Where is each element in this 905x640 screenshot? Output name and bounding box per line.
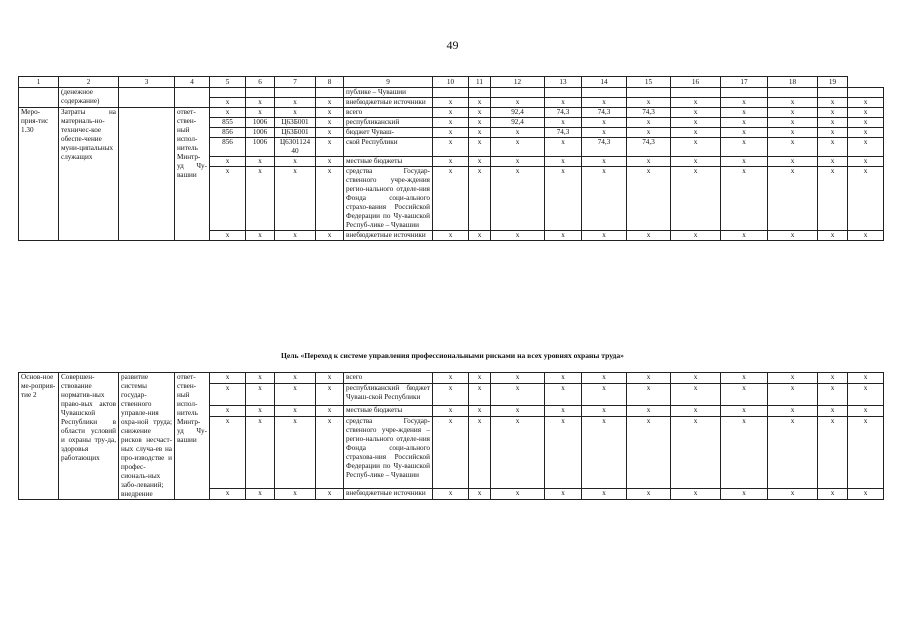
table-cell: развитие системы государ-ственного управле-ния охра-ной труда; снижение рисков несчаст-ных случа-ев на про-изводстве и профес-сиональ-ных забо-леваний; внедрение bbox=[119, 373, 175, 500]
table-cell: местные бюджеты bbox=[344, 405, 433, 416]
table-cell: 19 bbox=[818, 77, 848, 88]
table-cell: x bbox=[818, 98, 848, 108]
table-cell: x bbox=[768, 384, 818, 405]
table-cell: x bbox=[671, 98, 721, 108]
table-cell: x bbox=[246, 157, 275, 167]
table-cell bbox=[469, 88, 491, 98]
table-cell: бюджет Чуваш- bbox=[344, 128, 433, 138]
column-header-row bbox=[19, 77, 884, 88]
table-cell: x bbox=[545, 118, 582, 128]
table-cell: 13 bbox=[545, 77, 582, 88]
table-cell: x bbox=[582, 128, 627, 138]
table-cell: x bbox=[246, 98, 275, 108]
table-cell: 1006 bbox=[246, 128, 275, 138]
table-cell: 16 bbox=[671, 77, 721, 88]
table-cell: x bbox=[469, 157, 491, 167]
table-cell: x bbox=[848, 167, 884, 231]
table-cell: x bbox=[246, 108, 275, 118]
table-cell: x bbox=[848, 373, 884, 384]
table-cell: x bbox=[545, 167, 582, 231]
table-cell bbox=[316, 88, 344, 98]
table-cell: всего bbox=[344, 373, 433, 384]
table-cell: x bbox=[469, 231, 491, 241]
table-row bbox=[19, 88, 884, 98]
table-cell: x bbox=[316, 373, 344, 384]
table-cell: x bbox=[275, 384, 316, 405]
table-cell: 12 bbox=[491, 77, 545, 88]
table-cell: x bbox=[246, 167, 275, 231]
table-cell: 5 bbox=[210, 77, 246, 88]
table-cell: x bbox=[210, 488, 246, 499]
table-cell: x bbox=[210, 231, 246, 241]
table-cell: x bbox=[433, 231, 469, 241]
table-cell: x bbox=[818, 384, 848, 405]
table-cell: республиканский бюджет Чуваш-ской Республики bbox=[344, 384, 433, 405]
table-cell: внебюджетные источники bbox=[344, 231, 433, 241]
table-cell: x bbox=[433, 167, 469, 231]
table-cell: x bbox=[316, 98, 344, 108]
table-cell: x bbox=[582, 157, 627, 167]
table-cell bbox=[175, 88, 210, 108]
table-cell: x bbox=[848, 108, 884, 118]
table-cell: x bbox=[768, 98, 818, 108]
table-cell: x bbox=[627, 384, 671, 405]
table-cell: x bbox=[768, 157, 818, 167]
table-cell: x bbox=[768, 167, 818, 231]
table-cell: x bbox=[469, 108, 491, 118]
table-cell: публике – Чувашии bbox=[344, 88, 433, 98]
table-cell: x bbox=[246, 405, 275, 416]
table-cell: x bbox=[469, 118, 491, 128]
page-number: 49 bbox=[446, 38, 459, 52]
table-cell: x bbox=[275, 416, 316, 488]
table-cell: x bbox=[316, 231, 344, 241]
table-cell: x bbox=[721, 384, 768, 405]
table-cell: 74,3 bbox=[627, 138, 671, 157]
table-cell: x bbox=[316, 118, 344, 128]
table-cell: x bbox=[210, 373, 246, 384]
table-cell: республиканский bbox=[344, 118, 433, 128]
table-cell: x bbox=[671, 416, 721, 488]
table-cell: x bbox=[469, 98, 491, 108]
table-cell: x bbox=[433, 488, 469, 499]
table-cell: x bbox=[582, 167, 627, 231]
table-cell: x bbox=[768, 108, 818, 118]
table-cell: x bbox=[721, 98, 768, 108]
table-cell: всего bbox=[344, 108, 433, 118]
table-cell: x bbox=[768, 405, 818, 416]
table-cell: Совершен-ствование норматив-ных право-вых актов Чувашской Республики в области условий и охраны тру-да, здоровья работающих bbox=[59, 373, 119, 500]
table-cell bbox=[582, 88, 627, 98]
table-cell: x bbox=[275, 108, 316, 118]
table-cell: Затраты на материаль-но-техничес-кое обеспе-чение муни-ципальных служащих bbox=[59, 108, 119, 241]
table-cell: x bbox=[491, 167, 545, 231]
table-cell: 3 bbox=[119, 77, 175, 88]
table-cell: x bbox=[433, 98, 469, 108]
table-cell: x bbox=[246, 488, 275, 499]
table-cell bbox=[818, 88, 848, 98]
table-cell: x bbox=[469, 167, 491, 231]
table-cell: x bbox=[721, 128, 768, 138]
table-cell: x bbox=[768, 373, 818, 384]
table-cell: x bbox=[210, 157, 246, 167]
table-cell: x bbox=[545, 231, 582, 241]
table-cell: x bbox=[246, 416, 275, 488]
table-cell: x bbox=[582, 488, 627, 499]
table-cell: x bbox=[210, 405, 246, 416]
table-cell: x bbox=[582, 405, 627, 416]
table-cell: x bbox=[433, 128, 469, 138]
table-cell: x bbox=[491, 405, 545, 416]
table-cell: x bbox=[316, 384, 344, 405]
table-cell: 14 bbox=[582, 77, 627, 88]
table-cell: x bbox=[433, 416, 469, 488]
table-cell: 10 bbox=[433, 77, 469, 88]
table-cell: x bbox=[627, 488, 671, 499]
goal-heading: Цель «Переход к системе управления профессиональными рисками на всех уровнях охраны труда» bbox=[281, 351, 624, 360]
table-cell: x bbox=[275, 405, 316, 416]
table-cell: x bbox=[627, 157, 671, 167]
table-cell: x bbox=[671, 384, 721, 405]
table-cell: x bbox=[275, 167, 316, 231]
table-cell: x bbox=[721, 405, 768, 416]
table-cell: 2 bbox=[59, 77, 119, 88]
table-cell: x bbox=[545, 373, 582, 384]
table-cell: x bbox=[818, 167, 848, 231]
table-cell: 92,4 bbox=[491, 108, 545, 118]
table-cell: x bbox=[582, 231, 627, 241]
table-cell: x bbox=[210, 108, 246, 118]
table-cell: x bbox=[848, 138, 884, 157]
table-cell: x bbox=[275, 488, 316, 499]
table-cell: x bbox=[469, 373, 491, 384]
table-cell: x bbox=[627, 128, 671, 138]
table-cell: x bbox=[627, 416, 671, 488]
table-cell: x bbox=[721, 373, 768, 384]
table-cell: x bbox=[721, 157, 768, 167]
table-cell: x bbox=[848, 231, 884, 241]
table-cell: 1006 bbox=[246, 138, 275, 157]
table-cell: x bbox=[671, 373, 721, 384]
table-cell: x bbox=[316, 488, 344, 499]
table-cell: x bbox=[671, 157, 721, 167]
table-cell: x bbox=[818, 405, 848, 416]
table-row bbox=[19, 373, 884, 384]
table-cell: x bbox=[671, 405, 721, 416]
table-cell: x bbox=[316, 128, 344, 138]
table-cell: x bbox=[582, 98, 627, 108]
table-cell: 92,4 bbox=[491, 118, 545, 128]
table-cell: ской Республики bbox=[344, 138, 433, 157]
table-cell bbox=[721, 88, 768, 98]
table-cell: 6 bbox=[246, 77, 275, 88]
table-cell: 74,3 bbox=[545, 128, 582, 138]
table-cell: x bbox=[721, 138, 768, 157]
table-cell: x bbox=[469, 488, 491, 499]
table-cell: x bbox=[491, 138, 545, 157]
table-cell: 15 bbox=[627, 77, 671, 88]
table-cell: x bbox=[316, 167, 344, 231]
table-cell: внебюджетные источники bbox=[344, 488, 433, 499]
table-cell bbox=[671, 88, 721, 98]
table-cell: x bbox=[818, 416, 848, 488]
table-cell: x bbox=[491, 384, 545, 405]
table-cell: Ц6301124 40 bbox=[275, 138, 316, 157]
table-cell bbox=[119, 88, 175, 108]
table-cell: x bbox=[818, 138, 848, 157]
table-cell: 856 bbox=[210, 138, 246, 157]
budget-table-part1 bbox=[18, 76, 884, 241]
table-cell: средства Государ-ственного учре-ждения – регио-нального отделе-ния Фонда соци-ального страхова-ния Российской Федерации по Чу-вашской Респуб-лике – Чувашии bbox=[344, 416, 433, 488]
table-cell: x bbox=[275, 231, 316, 241]
table-cell: x bbox=[818, 128, 848, 138]
table-cell: x bbox=[848, 405, 884, 416]
table-cell: x bbox=[848, 416, 884, 488]
budget-table-part2 bbox=[18, 372, 884, 500]
table-cell: x bbox=[469, 138, 491, 157]
table-cell: x bbox=[627, 98, 671, 108]
table-cell: x bbox=[848, 98, 884, 108]
table-cell: 74,3 bbox=[545, 108, 582, 118]
table-cell: x bbox=[671, 138, 721, 157]
table-cell: x bbox=[721, 416, 768, 488]
table-cell: x bbox=[582, 384, 627, 405]
table-cell: x bbox=[671, 118, 721, 128]
table-cell: x bbox=[545, 416, 582, 488]
table-cell: x bbox=[316, 157, 344, 167]
table-cell: x bbox=[469, 128, 491, 138]
table-cell: x bbox=[671, 128, 721, 138]
table-cell: x bbox=[627, 118, 671, 128]
table-cell: x bbox=[671, 488, 721, 499]
table-cell: 11 bbox=[469, 77, 491, 88]
table-cell: x bbox=[848, 118, 884, 128]
table-cell: x bbox=[627, 373, 671, 384]
table-cell: x bbox=[275, 98, 316, 108]
table-cell: x bbox=[582, 416, 627, 488]
table-cell: x bbox=[671, 231, 721, 241]
table-cell: x bbox=[671, 167, 721, 231]
table-cell: 17 bbox=[721, 77, 768, 88]
table-cell: x bbox=[545, 138, 582, 157]
table-cell: ответ-ствен-ный испол-нитель Минтр-уд Чу-вашии bbox=[175, 108, 210, 241]
table-cell: x bbox=[316, 138, 344, 157]
table-cell: x bbox=[818, 157, 848, 167]
table-cell: x bbox=[491, 98, 545, 108]
table-cell: x bbox=[316, 405, 344, 416]
table-cell: 8 bbox=[316, 77, 344, 88]
table-cell: x bbox=[491, 488, 545, 499]
table-cell: x bbox=[433, 157, 469, 167]
table-cell: местные бюджеты bbox=[344, 157, 433, 167]
table-cell bbox=[246, 88, 275, 98]
table-cell: Ц63Б001 bbox=[275, 128, 316, 138]
table-cell: x bbox=[627, 167, 671, 231]
table-cell: x bbox=[582, 118, 627, 128]
table-cell: x bbox=[721, 488, 768, 499]
table-cell: x bbox=[721, 108, 768, 118]
table-cell: x bbox=[545, 488, 582, 499]
table-cell: x bbox=[433, 373, 469, 384]
table-cell: x bbox=[491, 373, 545, 384]
table-cell bbox=[627, 88, 671, 98]
table-cell: x bbox=[210, 384, 246, 405]
table-cell bbox=[848, 88, 884, 98]
table-cell: x bbox=[433, 405, 469, 416]
table-cell: x bbox=[721, 167, 768, 231]
table-cell: Меро-прия-тис 1.30 bbox=[19, 108, 59, 241]
table-cell: x bbox=[210, 98, 246, 108]
table-cell bbox=[545, 88, 582, 98]
table-cell: 74,3 bbox=[582, 108, 627, 118]
table-cell: x bbox=[768, 128, 818, 138]
table-cell: x bbox=[627, 405, 671, 416]
table-cell: 4 bbox=[175, 77, 210, 88]
table-cell bbox=[210, 88, 246, 98]
table-cell: x bbox=[721, 231, 768, 241]
table-cell: 1006 bbox=[246, 118, 275, 128]
table-cell: x bbox=[848, 157, 884, 167]
table-cell: x bbox=[768, 231, 818, 241]
table-cell: 74,3 bbox=[627, 108, 671, 118]
table-cell: 1 bbox=[19, 77, 59, 88]
table-cell: x bbox=[491, 416, 545, 488]
table-cell: x bbox=[848, 128, 884, 138]
table-cell: x bbox=[275, 157, 316, 167]
table-cell: x bbox=[210, 167, 246, 231]
table-cell: x bbox=[246, 384, 275, 405]
table-cell: x bbox=[721, 118, 768, 128]
table-cell: 856 bbox=[210, 128, 246, 138]
table-cell: внебюджетные источники bbox=[344, 98, 433, 108]
table-cell: 9 bbox=[344, 77, 433, 88]
table-cell bbox=[491, 88, 545, 98]
table-cell: x bbox=[545, 405, 582, 416]
table-cell: x bbox=[848, 384, 884, 405]
table-cell: x bbox=[627, 231, 671, 241]
table-cell: x bbox=[768, 488, 818, 499]
table-cell: x bbox=[469, 416, 491, 488]
table-cell bbox=[19, 88, 59, 108]
table-cell: средства Государ-ственного учре-ждения регио-нального отделе-ния Фонда соци-ального страхо-вания Российской Федерации по Чу-вашской Респуб-лике – Чувашии bbox=[344, 167, 433, 231]
table-cell: x bbox=[768, 138, 818, 157]
table-cell: x bbox=[818, 373, 848, 384]
table-cell: x bbox=[818, 231, 848, 241]
table-cell: x bbox=[545, 384, 582, 405]
table-cell: x bbox=[582, 373, 627, 384]
table-cell: x bbox=[848, 488, 884, 499]
table-cell: Ц63Б001 bbox=[275, 118, 316, 128]
table-cell: ответ-ствен-ный испол-нитель Минтр-уд Чу-вашии bbox=[175, 373, 210, 500]
table-cell: 855 bbox=[210, 118, 246, 128]
table-cell: x bbox=[433, 118, 469, 128]
table-cell: x bbox=[545, 98, 582, 108]
table-cell: x bbox=[768, 416, 818, 488]
table-cell: 18 bbox=[768, 77, 818, 88]
table-cell: 74,3 bbox=[582, 138, 627, 157]
table-cell: x bbox=[246, 231, 275, 241]
table-cell: x bbox=[818, 108, 848, 118]
table-cell: x bbox=[768, 118, 818, 128]
table-cell: x bbox=[469, 405, 491, 416]
table-cell: x bbox=[210, 416, 246, 488]
table-cell: x bbox=[545, 157, 582, 167]
table-cell bbox=[433, 88, 469, 98]
table-cell: x bbox=[433, 384, 469, 405]
table-cell bbox=[768, 88, 818, 98]
table-cell: 7 bbox=[275, 77, 316, 88]
table-cell: (денежное содержание) bbox=[59, 88, 119, 108]
table-cell: x bbox=[671, 108, 721, 118]
table-cell: x bbox=[469, 384, 491, 405]
table-row bbox=[19, 108, 884, 118]
table-cell: x bbox=[246, 373, 275, 384]
table-cell bbox=[275, 88, 316, 98]
table-cell: x bbox=[818, 118, 848, 128]
table-cell: x bbox=[275, 373, 316, 384]
table-cell: x bbox=[491, 231, 545, 241]
table-cell: x bbox=[491, 128, 545, 138]
table-cell: x bbox=[316, 108, 344, 118]
table-cell: Основ-ное ме-роприя-тие 2 bbox=[19, 373, 59, 500]
table-cell: x bbox=[433, 108, 469, 118]
table-cell: x bbox=[818, 488, 848, 499]
table-cell: x bbox=[491, 157, 545, 167]
table-cell: x bbox=[316, 416, 344, 488]
table-cell bbox=[119, 108, 175, 241]
table-cell: x bbox=[433, 138, 469, 157]
